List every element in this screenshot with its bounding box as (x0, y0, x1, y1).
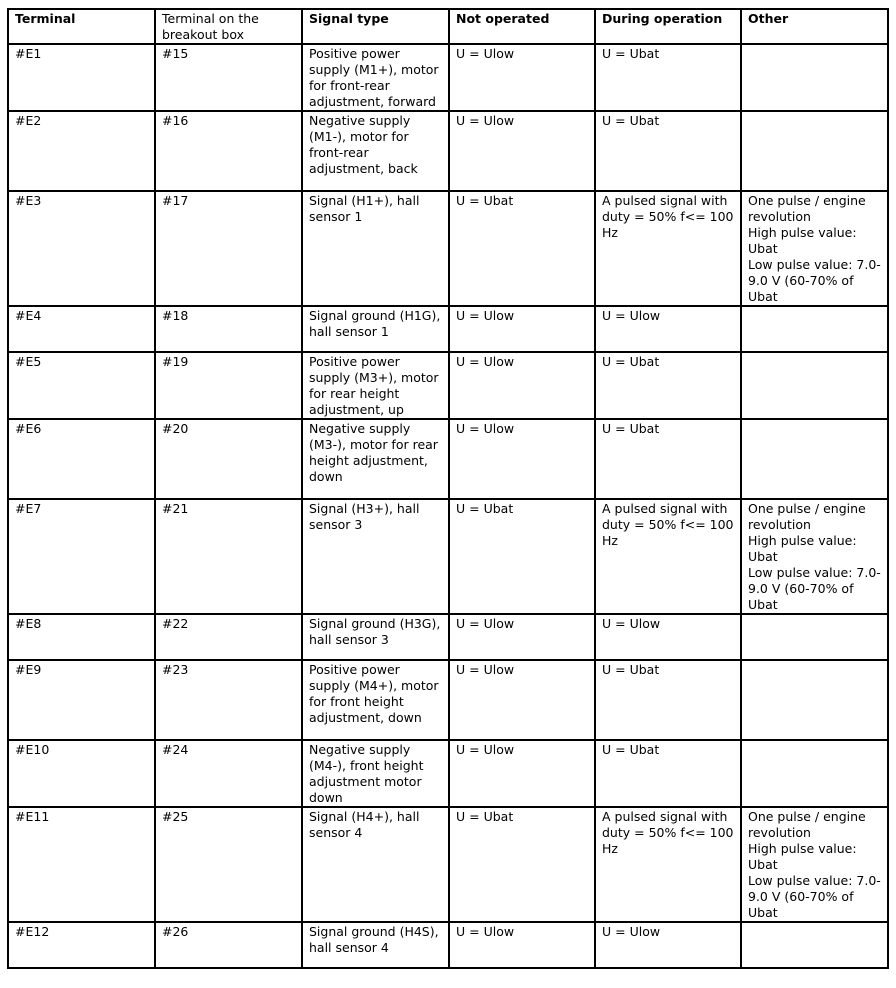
cell-other: One pulse / engine revolution High pulse value: Ubat Low pulse value: 7.0-9.0 V (60-70% of Ubat (741, 191, 888, 306)
cell-other (741, 419, 888, 499)
cell-other (741, 111, 888, 191)
cell-signal-type: Negative supply (M4-), front height adjustment motor down (302, 740, 449, 807)
cell-not-operated: U = Ulow (449, 44, 595, 111)
table-row (8, 111, 888, 191)
cell-other: One pulse / engine revolution High pulse value: Ubat Low pulse value: 7.0-9.0 V (60-70% of Ubat (741, 499, 888, 614)
cell-not-operated: U = Ubat (449, 807, 595, 922)
cell-terminal: #E8 (8, 614, 155, 660)
cell-breakout-box: #19 (155, 352, 302, 419)
cell-breakout-box: #24 (155, 740, 302, 807)
cell-breakout-box: #23 (155, 660, 302, 740)
table-row (8, 191, 888, 306)
cell-during-operation: A pulsed signal with duty = 50% f<= 100 Hz (595, 807, 741, 922)
table-row (8, 306, 888, 352)
table-row (8, 352, 888, 419)
cell-not-operated: U = Ulow (449, 111, 595, 191)
header-not-operated: Not operated (449, 9, 595, 44)
cell-during-operation: U = Ubat (595, 352, 741, 419)
cell-during-operation: U = Ubat (595, 740, 741, 807)
cell-other (741, 306, 888, 352)
cell-other: One pulse / engine revolution High pulse value: Ubat Low pulse value: 7.0-9.0 V (60-70% of Ubat (741, 807, 888, 922)
table-row (8, 922, 888, 968)
cell-not-operated: U = Ulow (449, 922, 595, 968)
cell-not-operated: U = Ubat (449, 191, 595, 306)
table-row (8, 44, 888, 111)
cell-breakout-box: #18 (155, 306, 302, 352)
header-other: Other (741, 9, 888, 44)
cell-terminal: #E4 (8, 306, 155, 352)
cell-signal-type: Positive power supply (M4+), motor for front height adjustment, down (302, 660, 449, 740)
cell-during-operation: U = Ulow (595, 922, 741, 968)
cell-breakout-box: #16 (155, 111, 302, 191)
cell-not-operated: U = Ubat (449, 499, 595, 614)
table-row (8, 419, 888, 499)
header-terminal: Terminal (8, 9, 155, 44)
table-row (8, 807, 888, 922)
header-during-operation: During operation (595, 9, 741, 44)
cell-signal-type: Positive power supply (M1+), motor for front-rear adjustment, forward (302, 44, 449, 111)
cell-terminal: #E2 (8, 111, 155, 191)
cell-signal-type: Signal (H1+), hall sensor 1 (302, 191, 449, 306)
cell-signal-type: Negative supply (M3-), motor for rear height adjustment, down (302, 419, 449, 499)
cell-other (741, 44, 888, 111)
cell-terminal: #E5 (8, 352, 155, 419)
cell-during-operation: U = Ulow (595, 614, 741, 660)
table-row (8, 614, 888, 660)
cell-signal-type: Negative supply (M1-), motor for front-rear adjustment, back (302, 111, 449, 191)
cell-during-operation: A pulsed signal with duty = 50% f<= 100 Hz (595, 499, 741, 614)
table-row (8, 740, 888, 807)
table-row (8, 660, 888, 740)
cell-signal-type: Signal ground (H3G), hall sensor 3 (302, 614, 449, 660)
cell-not-operated: U = Ulow (449, 614, 595, 660)
cell-terminal: #E7 (8, 499, 155, 614)
cell-signal-type: Signal (H4+), hall sensor 4 (302, 807, 449, 922)
cell-not-operated: U = Ulow (449, 740, 595, 807)
header-breakout-box: Terminal on the breakout box (155, 9, 302, 44)
cell-other (741, 352, 888, 419)
table-row (8, 499, 888, 614)
terminal-signal-table (7, 8, 889, 969)
cell-signal-type: Signal ground (H1G), hall sensor 1 (302, 306, 449, 352)
cell-terminal: #E9 (8, 660, 155, 740)
cell-breakout-box: #22 (155, 614, 302, 660)
cell-during-operation: U = Ulow (595, 306, 741, 352)
cell-breakout-box: #25 (155, 807, 302, 922)
cell-breakout-box: #26 (155, 922, 302, 968)
cell-during-operation: U = Ubat (595, 660, 741, 740)
header-signal-type: Signal type (302, 9, 449, 44)
cell-breakout-box: #15 (155, 44, 302, 111)
cell-signal-type: Signal ground (H4S), hall sensor 4 (302, 922, 449, 968)
cell-breakout-box: #17 (155, 191, 302, 306)
cell-not-operated: U = Ulow (449, 660, 595, 740)
cell-not-operated: U = Ulow (449, 419, 595, 499)
cell-terminal: #E11 (8, 807, 155, 922)
cell-during-operation: U = Ubat (595, 419, 741, 499)
cell-other (741, 740, 888, 807)
cell-other (741, 922, 888, 968)
cell-terminal: #E10 (8, 740, 155, 807)
cell-not-operated: U = Ulow (449, 306, 595, 352)
cell-terminal: #E6 (8, 419, 155, 499)
cell-terminal: #E1 (8, 44, 155, 111)
cell-other (741, 660, 888, 740)
cell-signal-type: Signal (H3+), hall sensor 3 (302, 499, 449, 614)
cell-during-operation: U = Ubat (595, 111, 741, 191)
cell-during-operation: U = Ubat (595, 44, 741, 111)
cell-signal-type: Positive power supply (M3+), motor for rear height adjustment, up (302, 352, 449, 419)
cell-other (741, 614, 888, 660)
cell-during-operation: A pulsed signal with duty = 50% f<= 100 Hz (595, 191, 741, 306)
cell-not-operated: U = Ulow (449, 352, 595, 419)
cell-terminal: #E3 (8, 191, 155, 306)
cell-terminal: #E12 (8, 922, 155, 968)
cell-breakout-box: #21 (155, 499, 302, 614)
header-row (8, 9, 888, 44)
cell-breakout-box: #20 (155, 419, 302, 499)
